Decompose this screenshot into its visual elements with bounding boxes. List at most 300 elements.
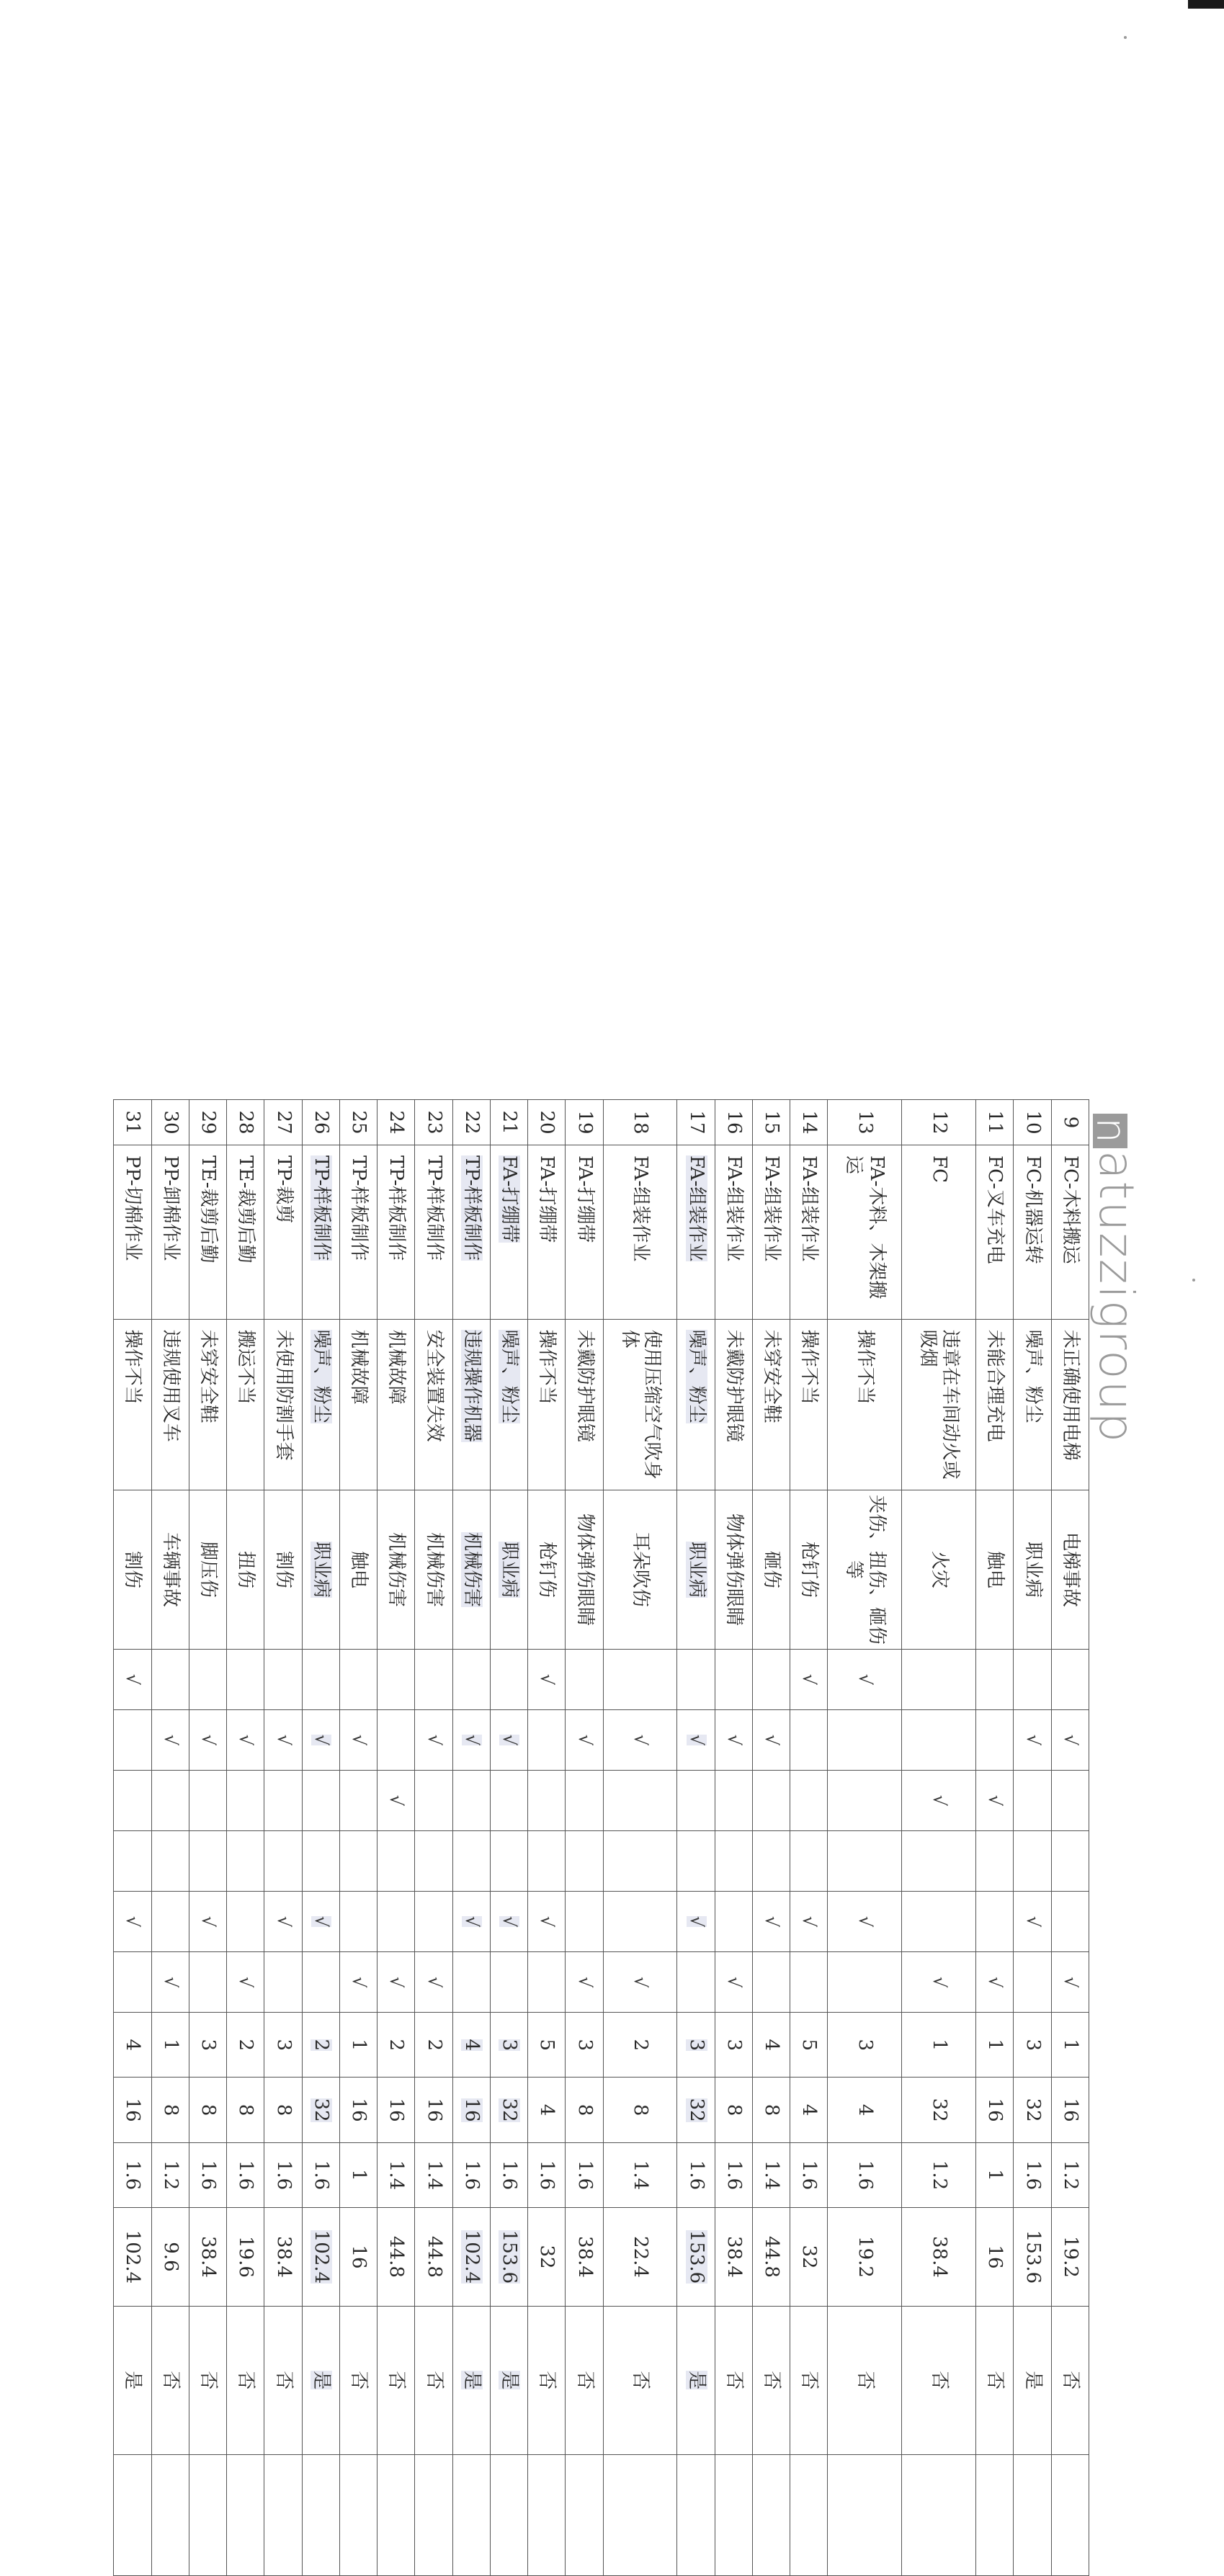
injury-type-cell: 职业病	[1014, 1490, 1051, 1650]
check-cell: √	[1014, 1709, 1051, 1770]
check-cell	[264, 1952, 302, 2013]
e-value-cell: 32	[677, 2078, 715, 2142]
table-row	[828, 1100, 902, 2576]
table-row	[227, 1100, 264, 2576]
significant-cell: 否	[415, 2306, 452, 2454]
table-row	[976, 1100, 1014, 2576]
table-row	[1014, 1100, 1051, 2576]
d-value-cell: 153.6	[677, 2208, 715, 2307]
check-cell	[715, 1830, 752, 1891]
hazard-cause-cell: 未戴防护眼镜	[715, 1319, 752, 1490]
check-cell: √	[528, 1649, 566, 1709]
check-cell: √	[1051, 1952, 1089, 2013]
check-cell	[752, 1952, 790, 2013]
e-value-cell: 32	[490, 2078, 527, 2142]
e-value-cell: 8	[189, 2078, 226, 2142]
c-value-cell: 1.4	[603, 2142, 677, 2207]
d-value-cell: 38.4	[264, 2208, 302, 2307]
check-cell	[828, 1830, 902, 1891]
operation-cell: FC-叉车充电	[976, 1145, 1014, 1320]
check-cell	[151, 1830, 189, 1891]
table-row	[677, 1100, 715, 2576]
c-value-cell: 1.6	[490, 2142, 527, 2207]
d-value-cell: 153.6	[1014, 2208, 1051, 2307]
table-row	[490, 1100, 527, 2576]
d-value-cell: 102.4	[302, 2208, 339, 2307]
l-value-cell: 1	[1051, 2013, 1089, 2078]
check-cell: √	[378, 1952, 415, 2013]
hazard-cause-cell: 使用压缩空气吹身体	[603, 1319, 677, 1490]
table-row	[715, 1100, 752, 2576]
check-cell: √	[528, 1892, 566, 1952]
check-cell	[189, 1952, 226, 2013]
l-value-cell: 4	[114, 2013, 152, 2078]
c-value-cell: 1.6	[566, 2142, 603, 2207]
check-cell	[189, 1649, 226, 1709]
check-cell	[1014, 1952, 1051, 2013]
check-cell: √	[1051, 1709, 1089, 1770]
check-cell	[790, 1770, 828, 1830]
injury-type-cell: 耳朵吹伤	[603, 1490, 677, 1650]
l-value-cell: 2	[227, 2013, 264, 2078]
l-value-cell: 4	[752, 2013, 790, 2078]
c-value-cell: 1.6	[1014, 2142, 1051, 2207]
operation-cell: TP-样板制作	[378, 1145, 415, 1320]
check-cell: √	[189, 1709, 226, 1770]
check-cell: √	[976, 1952, 1014, 2013]
l-value-cell: 3	[715, 2013, 752, 2078]
note-cell	[114, 2454, 152, 2575]
table-row	[189, 1100, 226, 2576]
operation-cell: PP-切棉作业	[114, 1145, 152, 1320]
operation-cell: FA-打绷带	[528, 1145, 566, 1320]
c-value-cell: 1.6	[264, 2142, 302, 2207]
row-number: 13	[828, 1100, 902, 1145]
check-cell	[1051, 1770, 1089, 1830]
e-value-cell: 4	[828, 2078, 902, 2142]
row-number: 27	[264, 1100, 302, 1145]
check-cell: √	[114, 1892, 152, 1952]
table-row	[902, 1100, 976, 2576]
significant-cell: 否	[227, 2306, 264, 2454]
check-cell	[227, 1770, 264, 1830]
check-cell: √	[677, 1709, 715, 1770]
check-cell	[452, 1770, 490, 1830]
c-value-cell: 1.6	[528, 2142, 566, 2207]
check-cell	[752, 1649, 790, 1709]
hazard-cause-cell: 安全装置失效	[415, 1319, 452, 1490]
d-value-cell: 38.4	[715, 2208, 752, 2307]
c-value-cell: 1.6	[452, 2142, 490, 2207]
operation-cell: FA-组装作业	[677, 1145, 715, 1320]
check-cell	[603, 1830, 677, 1891]
note-cell	[415, 2454, 452, 2575]
l-value-cell: 5	[790, 2013, 828, 2078]
check-cell	[790, 1830, 828, 1891]
check-cell	[114, 1952, 152, 2013]
check-cell	[415, 1770, 452, 1830]
d-value-cell: 38.4	[189, 2208, 226, 2307]
c-value-cell: 1.2	[902, 2142, 976, 2207]
row-number: 23	[415, 1100, 452, 1145]
check-cell	[566, 1649, 603, 1709]
check-cell	[151, 1649, 189, 1709]
check-cell: √	[490, 1892, 527, 1952]
check-cell	[603, 1770, 677, 1830]
check-cell	[1051, 1892, 1089, 1952]
check-cell	[339, 1770, 377, 1830]
e-value-cell: 32	[302, 2078, 339, 2142]
l-value-cell: 3	[189, 2013, 226, 2078]
check-cell	[828, 1952, 902, 2013]
check-cell	[264, 1649, 302, 1709]
injury-type-cell: 割伤	[114, 1490, 152, 1650]
check-cell	[752, 1770, 790, 1830]
operation-cell: FA-组装作业	[790, 1145, 828, 1320]
check-cell: √	[566, 1709, 603, 1770]
l-value-cell: 1	[902, 2013, 976, 2078]
check-cell	[1014, 1770, 1051, 1830]
operation-cell: FC-机器运转	[1014, 1145, 1051, 1320]
note-cell	[1051, 2454, 1089, 2575]
scan-dot	[1192, 1279, 1195, 1282]
operation-cell: FC-木料搬运	[1051, 1145, 1089, 1320]
e-value-cell: 16	[976, 2078, 1014, 2142]
e-value-cell: 16	[1051, 2078, 1089, 2142]
operation-cell: TE-裁剪后勤	[189, 1145, 226, 1320]
table-row	[151, 1100, 189, 2576]
rotated-table-container	[113, 1099, 1144, 2576]
note-cell	[603, 2454, 677, 2575]
c-value-cell: 1.6	[677, 2142, 715, 2207]
check-cell: √	[603, 1952, 677, 2013]
check-cell	[415, 1892, 452, 1952]
check-cell	[227, 1892, 264, 1952]
hazard-cause-cell: 噪声、粉尘	[302, 1319, 339, 1490]
check-cell	[976, 1649, 1014, 1709]
note-cell	[378, 2454, 415, 2575]
check-cell: √	[227, 1952, 264, 2013]
significant-cell: 是	[452, 2306, 490, 2454]
injury-type-cell: 职业病	[302, 1490, 339, 1650]
check-cell: √	[902, 1952, 976, 2013]
significant-cell: 是	[490, 2306, 527, 2454]
check-cell	[151, 1770, 189, 1830]
check-cell: √	[378, 1770, 415, 1830]
injury-type-cell: 车辆事故	[151, 1490, 189, 1650]
check-cell	[528, 1709, 566, 1770]
l-value-cell: 5	[528, 2013, 566, 2078]
note-cell	[790, 2454, 828, 2575]
check-cell	[189, 1770, 226, 1830]
c-value-cell: 1.6	[114, 2142, 152, 2207]
check-cell: √	[603, 1709, 677, 1770]
hazard-cause-cell: 未戴防护眼镜	[566, 1319, 603, 1490]
check-cell: √	[189, 1892, 226, 1952]
l-value-cell: 3	[1014, 2013, 1051, 2078]
check-cell	[677, 1649, 715, 1709]
hazard-cause-cell: 未使用防割手套	[264, 1319, 302, 1490]
row-number: 28	[227, 1100, 264, 1145]
l-value-cell: 3	[566, 2013, 603, 2078]
check-cell: √	[490, 1709, 527, 1770]
c-value-cell: 1.6	[189, 2142, 226, 2207]
table-row	[1051, 1100, 1089, 2576]
note-cell	[715, 2454, 752, 2575]
row-number: 29	[189, 1100, 226, 1145]
injury-type-cell: 夹伤、扭伤、砸伤等	[828, 1490, 902, 1650]
e-value-cell: 16	[339, 2078, 377, 2142]
row-number: 24	[378, 1100, 415, 1145]
check-cell: √	[715, 1709, 752, 1770]
check-cell	[566, 1770, 603, 1830]
check-cell: √	[264, 1709, 302, 1770]
check-cell	[378, 1892, 415, 1952]
c-value-cell: 1.2	[1051, 2142, 1089, 2207]
hazard-cause-cell: 操作不当	[528, 1319, 566, 1490]
check-cell: √	[339, 1709, 377, 1770]
row-number: 19	[566, 1100, 603, 1145]
check-cell	[339, 1830, 377, 1891]
operation-cell: TP-样板制作	[302, 1145, 339, 1320]
check-cell	[1014, 1649, 1051, 1709]
check-cell	[1051, 1649, 1089, 1709]
injury-type-cell: 割伤	[264, 1490, 302, 1650]
check-cell	[828, 1709, 902, 1770]
d-value-cell: 44.8	[752, 2208, 790, 2307]
injury-type-cell: 机械伤害	[378, 1490, 415, 1650]
check-cell: √	[415, 1952, 452, 2013]
check-cell	[490, 1770, 527, 1830]
operation-cell: TP-裁剪	[264, 1145, 302, 1320]
check-cell	[603, 1892, 677, 1952]
check-cell	[528, 1770, 566, 1830]
significant-cell: 否	[528, 2306, 566, 2454]
check-cell	[302, 1830, 339, 1891]
l-value-cell: 2	[603, 2013, 677, 2078]
check-cell	[490, 1952, 527, 2013]
injury-type-cell: 枪钉伤	[528, 1490, 566, 1650]
operation-cell: FA-打绷带	[566, 1145, 603, 1320]
check-cell: √	[151, 1952, 189, 2013]
injury-type-cell: 触电	[976, 1490, 1014, 1650]
check-cell	[790, 1952, 828, 2013]
injury-type-cell: 机械伤害	[452, 1490, 490, 1650]
check-cell	[752, 1830, 790, 1891]
table-row	[415, 1100, 452, 2576]
hazard-cause-cell: 未穿安全鞋	[752, 1319, 790, 1490]
check-cell	[151, 1892, 189, 1952]
note-cell	[490, 2454, 527, 2575]
check-cell	[902, 1649, 976, 1709]
row-number: 21	[490, 1100, 527, 1145]
check-cell	[264, 1770, 302, 1830]
table-row	[603, 1100, 677, 2576]
row-number: 22	[452, 1100, 490, 1145]
check-cell	[227, 1830, 264, 1891]
significant-cell: 否	[566, 2306, 603, 2454]
e-value-cell: 8	[603, 2078, 677, 2142]
l-value-cell: 1	[339, 2013, 377, 2078]
e-value-cell: 8	[752, 2078, 790, 2142]
injury-type-cell: 物体弹伤眼睛	[715, 1490, 752, 1650]
l-value-cell: 4	[452, 2013, 490, 2078]
significant-cell: 否	[828, 2306, 902, 2454]
table-row	[378, 1100, 415, 2576]
check-cell	[415, 1830, 452, 1891]
d-value-cell: 102.4	[114, 2208, 152, 2307]
check-cell: √	[828, 1649, 902, 1709]
check-cell	[715, 1649, 752, 1709]
check-cell	[677, 1830, 715, 1891]
check-cell	[715, 1892, 752, 1952]
hazard-cause-cell: 未穿安全鞋	[189, 1319, 226, 1490]
check-cell	[114, 1830, 152, 1891]
significant-cell: 是	[114, 2306, 152, 2454]
check-cell: √	[302, 1709, 339, 1770]
c-value-cell: 1.6	[828, 2142, 902, 2207]
injury-type-cell: 职业病	[490, 1490, 527, 1650]
operation-cell: TP-样板制作	[452, 1145, 490, 1320]
row-number: 12	[902, 1100, 976, 1145]
hazard-cause-cell: 操作不当	[114, 1319, 152, 1490]
injury-type-cell: 火灾	[902, 1490, 976, 1650]
injury-type-cell: 砸伤	[752, 1490, 790, 1650]
operation-cell: FA-组装作业	[752, 1145, 790, 1320]
d-value-cell: 9.6	[151, 2208, 189, 2307]
check-cell	[302, 1649, 339, 1709]
check-cell	[302, 1952, 339, 2013]
check-cell: √	[715, 1952, 752, 2013]
check-cell	[528, 1830, 566, 1891]
d-value-cell: 38.4	[566, 2208, 603, 2307]
check-cell	[976, 1892, 1014, 1952]
check-cell	[902, 1709, 976, 1770]
check-cell	[490, 1649, 527, 1709]
table-row	[566, 1100, 603, 2576]
check-cell: √	[302, 1892, 339, 1952]
hazard-cause-cell: 未正确使用电梯	[1051, 1319, 1089, 1490]
note-cell	[976, 2454, 1014, 2575]
hazard-cause-cell: 噪声、粉尘	[490, 1319, 527, 1490]
e-value-cell: 8	[715, 2078, 752, 2142]
scan-dot	[1124, 36, 1127, 39]
injury-type-cell: 枪钉伤	[790, 1490, 828, 1650]
check-cell: √	[902, 1770, 976, 1830]
check-cell	[828, 1770, 902, 1830]
row-number: 17	[677, 1100, 715, 1145]
significant-cell: 是	[302, 2306, 339, 2454]
scan-edge	[1188, 0, 1224, 9]
check-cell: √	[790, 1649, 828, 1709]
note-cell	[151, 2454, 189, 2575]
operation-cell: FC	[902, 1145, 976, 1320]
hazard-cause-cell: 违章在车间动火或吸烟	[902, 1319, 976, 1490]
significant-cell: 否	[790, 2306, 828, 2454]
c-value-cell: 1.6	[715, 2142, 752, 2207]
row-number: 30	[151, 1100, 189, 1145]
check-cell	[189, 1830, 226, 1891]
l-value-cell: 2	[415, 2013, 452, 2078]
check-cell	[114, 1770, 152, 1830]
row-number: 31	[114, 1100, 152, 1145]
significant-cell: 否	[339, 2306, 377, 2454]
check-cell	[490, 1830, 527, 1891]
e-value-cell: 16	[114, 2078, 152, 2142]
injury-type-cell: 物体弹伤眼睛	[566, 1490, 603, 1650]
company-logo: natuzzigroup	[1089, 1114, 1144, 1444]
row-number: 26	[302, 1100, 339, 1145]
hazard-cause-cell: 机械故障	[339, 1319, 377, 1490]
row-number: 16	[715, 1100, 752, 1145]
c-value-cell: 1.4	[378, 2142, 415, 2207]
significant-cell: 否	[264, 2306, 302, 2454]
l-value-cell: 2	[378, 2013, 415, 2078]
check-cell: √	[227, 1709, 264, 1770]
e-value-cell: 32	[1014, 2078, 1051, 2142]
check-cell	[378, 1649, 415, 1709]
d-value-cell: 19.6	[227, 2208, 264, 2307]
check-cell	[603, 1649, 677, 1709]
row-number: 10	[1014, 1100, 1051, 1145]
injury-type-cell: 扭伤	[227, 1490, 264, 1650]
e-value-cell: 4	[790, 2078, 828, 2142]
l-value-cell: 1	[976, 2013, 1014, 2078]
operation-cell: FA-木料、木架搬运	[828, 1145, 902, 1320]
row-number: 9	[1051, 1100, 1089, 1145]
significant-cell: 否	[151, 2306, 189, 2454]
l-value-cell: 3	[490, 2013, 527, 2078]
e-value-cell: 32	[902, 2078, 976, 2142]
significant-cell: 否	[189, 2306, 226, 2454]
c-value-cell: 1.6	[790, 2142, 828, 2207]
note-cell	[902, 2454, 976, 2575]
e-value-cell: 8	[264, 2078, 302, 2142]
d-value-cell: 32	[790, 2208, 828, 2307]
l-value-cell: 3	[264, 2013, 302, 2078]
significant-cell: 否	[976, 2306, 1014, 2454]
l-value-cell: 2	[302, 2013, 339, 2078]
note-cell	[1014, 2454, 1051, 2575]
e-value-cell: 16	[378, 2078, 415, 2142]
check-cell: √	[415, 1709, 452, 1770]
check-cell	[677, 1770, 715, 1830]
hazard-cause-cell: 噪声、粉尘	[677, 1319, 715, 1490]
e-value-cell: 16	[415, 2078, 452, 2142]
operation-cell: PP-卸棉作业	[151, 1145, 189, 1320]
check-cell	[452, 1649, 490, 1709]
hazard-cause-cell: 机械故障	[378, 1319, 415, 1490]
table-row	[302, 1100, 339, 2576]
check-cell: √	[264, 1892, 302, 1952]
c-value-cell: 1.6	[227, 2142, 264, 2207]
note-cell	[189, 2454, 226, 2575]
note-cell	[566, 2454, 603, 2575]
e-value-cell: 8	[151, 2078, 189, 2142]
d-value-cell: 19.2	[828, 2208, 902, 2307]
note-cell	[828, 2454, 902, 2575]
note-cell	[452, 2454, 490, 2575]
hazard-cause-cell: 噪声、粉尘	[1014, 1319, 1051, 1490]
hazard-cause-cell: 搬运不当	[227, 1319, 264, 1490]
hazard-cause-cell: 操作不当	[828, 1319, 902, 1490]
d-value-cell: 153.6	[490, 2208, 527, 2307]
check-cell	[902, 1830, 976, 1891]
significant-cell: 否	[378, 2306, 415, 2454]
d-value-cell: 19.2	[1051, 2208, 1089, 2307]
significant-cell: 否	[715, 2306, 752, 2454]
note-cell	[677, 2454, 715, 2575]
